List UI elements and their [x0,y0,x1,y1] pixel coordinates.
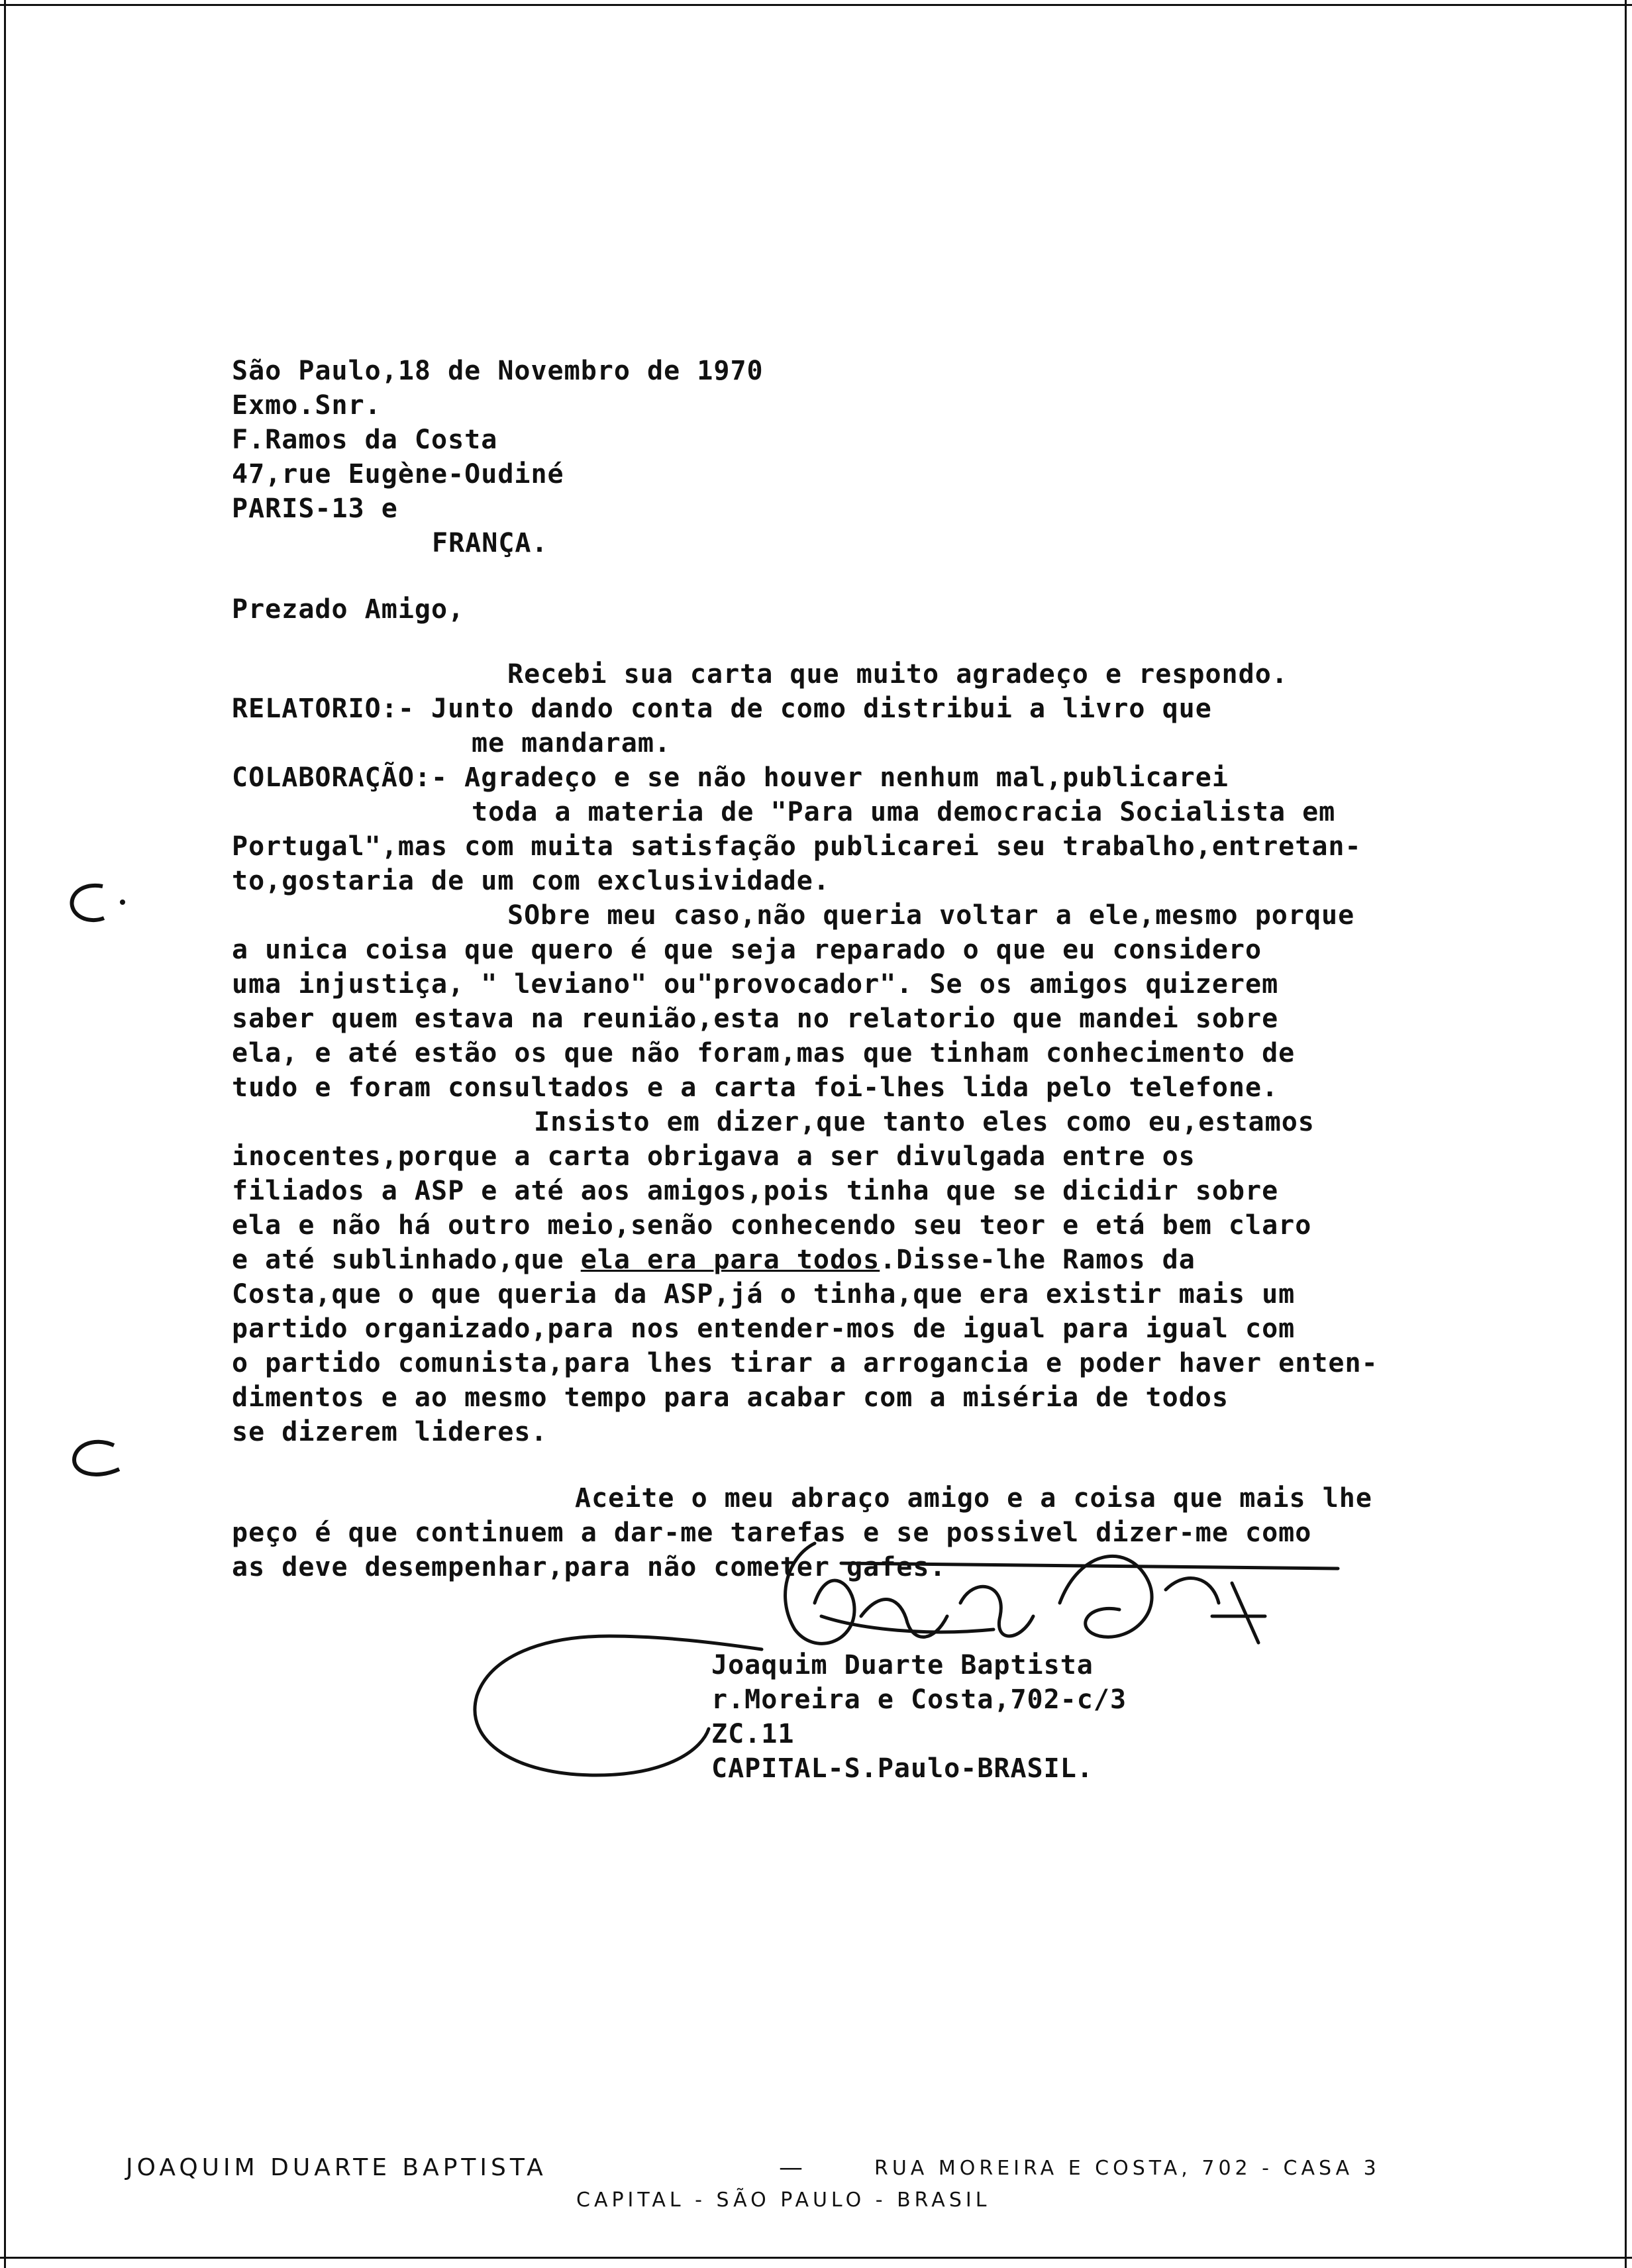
footer-address: RUA MOREIRA E COSTA, 702 - CASA 3 [874,2157,1380,2180]
body-line-13: tudo e foram consultados e a carta foi-lhes lida pelo telefone. [232,1072,1279,1103]
footer-separator: — [779,2154,807,2181]
signature-street: r.Moreira e Costa,702-c/3 [711,1684,1127,1715]
body-line-2: RELATORIO:- Junto dando conta de como distribui a livro que [232,694,1212,724]
body-line-12: ela, e até estão os que não foram,mas que tinham conhecimento de [232,1038,1296,1068]
closing-line-2: peço é que continuem a dar-me tarefas e se possivel dizer-me como [232,1518,1312,1548]
body-line-17: ela e não há outro meio,senão conhecendo seu teor e etá bem claro [232,1210,1312,1241]
salutation-title: Exmo.Snr. [232,390,382,421]
body-line-7: to,gostaria de um com exclusividade. [232,866,830,896]
body-line-18-end: .Disse-lhe Ramos da [880,1245,1196,1275]
body-line-19: Costa,que o que queria da ASP,já o tinha,que era existir mais um [232,1279,1296,1310]
closing-line-3: as deve desempenhar,para não cometer gafes. [232,1552,946,1582]
body-line-11: saber quem estava na reunião,esta no relatorio que mandei sobre [232,1004,1279,1034]
body-line-22: dimentos e ao mesmo tempo para acabar com a miséria de todos [232,1382,1229,1413]
signature-name: Joaquim Duarte Baptista [711,1650,1094,1680]
body-line-8: SObre meu caso,não queria voltar a ele,mesmo porque [507,900,1355,931]
footer-name: JOAQUIM DUARTE BAPTISTA [126,2154,547,2181]
underlined-phrase: ela era para todos [580,1245,880,1275]
recipient-city: PARIS-13 e [232,493,398,524]
body-line-4: COLABORAÇÃO:- Agradeço e se não houver nenhum mal,publicarei [232,762,1229,793]
body-line-6: Portugal",mas com muita satisfação publicarei seu trabalho,entretan- [232,831,1362,862]
recipient-address: 47,rue Eugène-Oudiné [232,459,564,490]
recipient-name: F.Ramos da Costa [232,425,498,455]
body-line-10: uma injustiça, " leviano" ou"provocador". Se os amigos quizerem [232,969,1279,1000]
closing-line-1: Aceite o meu abraço amigo e a coisa que mais lhe [575,1483,1372,1514]
footer-city: CAPITAL - SÃO PAULO - BRASIL [576,2189,991,2212]
recipient-country: FRANÇA. [432,528,548,558]
signature-zone: ZC.11 [711,1719,795,1749]
body-line-3: me mandaram. [472,728,671,758]
place-date: São Paulo,18 de Novembro de 1970 [232,356,764,386]
signature-city: CAPITAL-S.Paulo-BRASIL. [711,1753,1094,1784]
body-line-5: toda a materia de "Para uma democracia Socialista em [472,797,1336,827]
body-line-18-start: e até sublinhado,que [232,1245,581,1275]
body-line-20: partido organizado,para nos entender-mos de igual para igual com [232,1314,1296,1344]
body-line-14: Insisto em dizer,que tanto eles como eu,estamos [534,1107,1315,1137]
body-line-1: Recebi sua carta que muito agradeço e respondo. [507,659,1288,690]
body-line-16: filiados a ASP e até aos amigos,pois tinha que se dicidir sobre [232,1176,1279,1206]
body-line-23: se dizerem lideres. [232,1417,548,1447]
body-line-15: inocentes,porque a carta obrigava a ser divulgada entre os [232,1141,1196,1172]
body-line-21: o partido comunista,para lhes tirar a arrogancia e poder haver enten- [232,1348,1378,1378]
body-line-9: a unica coisa que quero é que seja reparado o que eu considero [232,935,1262,965]
greeting: Prezado Amigo, [232,594,465,625]
